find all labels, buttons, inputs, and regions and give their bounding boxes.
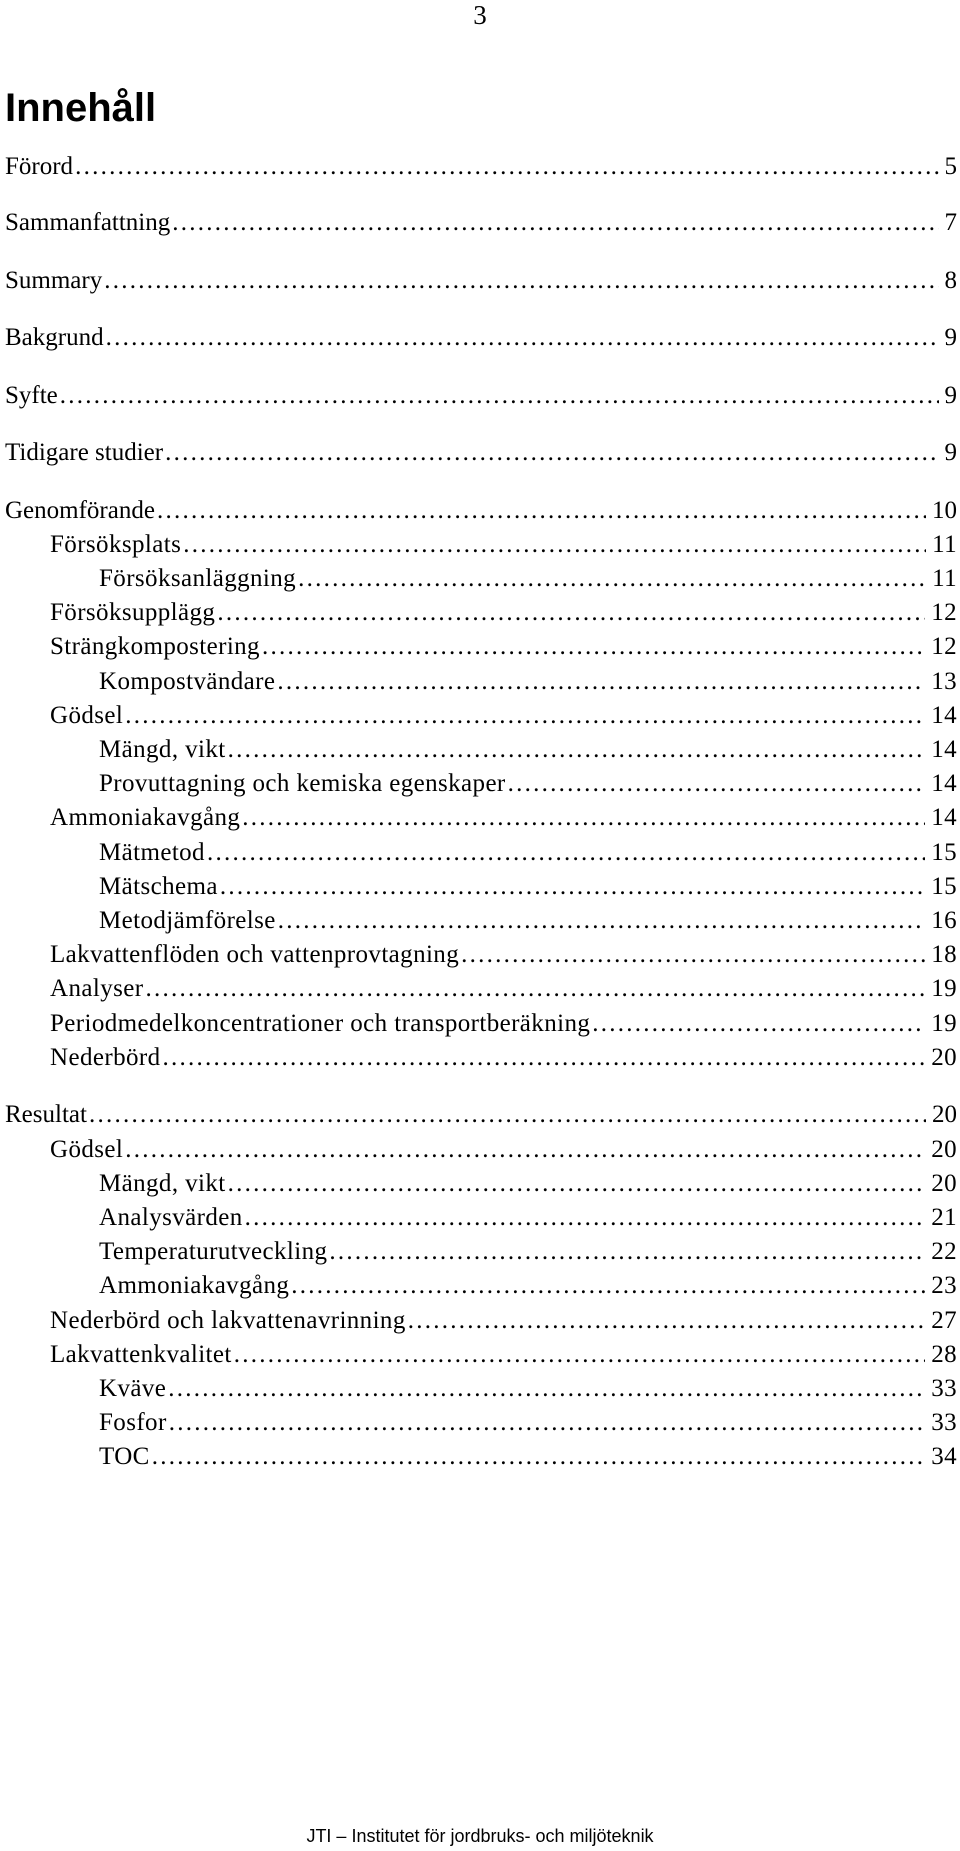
- toc-entry-page: 20: [931, 1136, 957, 1163]
- toc-entry[interactable]: [50, 803, 957, 833]
- toc-entry-title: Lakvattenkvalitet: [50, 1341, 232, 1368]
- toc-entry[interactable]: [50, 1135, 957, 1165]
- toc-entry[interactable]: [5, 323, 957, 353]
- toc-entry[interactable]: [50, 530, 957, 560]
- toc-entry-page: 14: [931, 702, 957, 729]
- toc-entry-page: 14: [931, 804, 957, 831]
- toc-entry[interactable]: [50, 1340, 957, 1370]
- toc-dot-leader: [408, 1306, 925, 1336]
- toc-entry-page: 9: [944, 382, 957, 409]
- toc-entry[interactable]: [99, 906, 957, 936]
- toc-dot-leader: [291, 1271, 925, 1301]
- toc-entry[interactable]: [5, 266, 957, 296]
- toc-entry[interactable]: [50, 598, 957, 628]
- toc-entry-page: 19: [931, 1010, 957, 1037]
- toc-entry-title: Syfte: [5, 382, 58, 409]
- toc-entry-title: Sammanfattning: [5, 209, 171, 236]
- toc-entry-title: Analysvärden: [99, 1204, 243, 1231]
- toc-dot-leader: [89, 1100, 926, 1130]
- toc-dot-leader: [217, 598, 925, 628]
- toc-entry[interactable]: [99, 872, 957, 902]
- toc-entry-page: 27: [931, 1307, 957, 1334]
- toc-entry-title: Försöksanläggning: [99, 565, 297, 592]
- toc-entry-title: Lakvattenflöden och vattenprovtagning: [50, 941, 460, 968]
- toc-dot-leader: [168, 1374, 925, 1404]
- toc-dot-leader: [242, 803, 925, 833]
- toc-dot-leader: [172, 208, 938, 238]
- toc-entry[interactable]: [99, 1442, 957, 1472]
- toc-dot-leader: [145, 974, 925, 1004]
- toc-entry-page: 9: [944, 439, 957, 466]
- page-number: 3: [473, 0, 487, 30]
- toc-entry-title: Tidigare studier: [5, 439, 164, 466]
- toc-entry-page: 14: [931, 770, 957, 797]
- toc-entry-title: Kompostvändare: [99, 668, 276, 695]
- toc-entry-page: 5: [944, 153, 957, 180]
- toc-entry-page: 28: [931, 1341, 957, 1368]
- toc-entry[interactable]: [50, 974, 957, 1004]
- toc-dot-leader: [228, 1169, 926, 1199]
- toc-entry[interactable]: [99, 735, 957, 765]
- toc-entry-page: 12: [931, 633, 957, 660]
- toc-entry-page: 21: [931, 1204, 957, 1231]
- toc-entry-title: Temperaturutveckling: [99, 1238, 328, 1265]
- toc-dot-leader: [157, 496, 926, 526]
- toc-entry-page: 15: [931, 873, 957, 900]
- toc-entry-page: 20: [931, 1170, 957, 1197]
- toc-entry-title: Metodjämförelse: [99, 907, 276, 934]
- toc-entry-page: 34: [931, 1443, 957, 1470]
- toc-dot-leader: [75, 152, 938, 182]
- toc-entry[interactable]: [99, 564, 957, 594]
- toc-entry-title: Nederbörd: [50, 1044, 161, 1071]
- toc-entry-page: 18: [931, 941, 957, 968]
- toc-dot-leader: [125, 1135, 925, 1165]
- toc-entry[interactable]: [5, 152, 957, 182]
- toc-entry[interactable]: [99, 838, 957, 868]
- toc-dot-leader: [163, 1043, 926, 1073]
- toc-entry-title: Genomförande: [5, 497, 155, 524]
- toc-entry[interactable]: [50, 701, 957, 731]
- toc-dot-leader: [183, 530, 926, 560]
- toc-entry[interactable]: [50, 632, 957, 662]
- toc-entry-title: Periodmedelkoncentrationer och transportberäkning: [50, 1010, 591, 1037]
- toc-entry-title: Gödsel: [50, 1136, 124, 1163]
- toc-dot-leader: [298, 564, 926, 594]
- toc-entry-title: Resultat: [5, 1101, 87, 1128]
- footer: JTI – Institutet för jordbruks- och miljöteknik: [306, 1826, 654, 1846]
- toc-entry-page: 10: [932, 497, 957, 524]
- toc-entry[interactable]: [99, 1203, 957, 1233]
- toc-entry[interactable]: [50, 1306, 957, 1336]
- toc-entry[interactable]: [5, 438, 957, 468]
- toc-entry-page: 16: [931, 907, 957, 934]
- toc-dot-leader: [165, 438, 938, 468]
- toc-entry-title: Bakgrund: [5, 324, 104, 351]
- toc-entry-page: 19: [931, 975, 957, 1002]
- toc-entry-page: 23: [931, 1272, 957, 1299]
- toc-entry-title: Gödsel: [50, 702, 124, 729]
- toc-entry-title: Strängkompostering: [50, 633, 260, 660]
- toc-entry-title: Förord: [5, 153, 74, 180]
- toc-entry-page: 11: [932, 565, 957, 592]
- toc-entry-title: Analyser: [50, 975, 144, 1002]
- toc-dot-leader: [262, 632, 925, 662]
- toc-entry-page: 13: [931, 668, 957, 695]
- toc-entry[interactable]: [99, 1271, 957, 1301]
- toc-entry-title: Mätmetod: [99, 839, 205, 866]
- toc-entry-page: 12: [931, 599, 957, 626]
- toc-dot-leader: [508, 769, 926, 799]
- toc-entry-title: Mängd, vikt: [99, 1170, 226, 1197]
- toc-entry[interactable]: [99, 1374, 957, 1404]
- toc-entry-page: 7: [944, 209, 957, 236]
- toc-entry-page: 20: [931, 1044, 957, 1071]
- toc-entry-title: Ammoniakavgång: [50, 804, 241, 831]
- toc-dot-leader: [125, 701, 925, 731]
- toc-entry[interactable]: [99, 1237, 957, 1267]
- toc-entry-title: Kväve: [99, 1375, 167, 1402]
- toc-dot-leader: [169, 1408, 926, 1438]
- toc-entry[interactable]: [50, 1009, 957, 1039]
- toc-entry-page: 15: [931, 839, 957, 866]
- toc-entry-title: Ammoniakavgång: [99, 1272, 290, 1299]
- toc-dot-leader: [234, 1340, 925, 1370]
- toc-entry[interactable]: [5, 496, 957, 526]
- toc-entry-title: Försöksplats: [50, 531, 182, 558]
- toc-dot-leader: [207, 838, 925, 868]
- toc-entry-page: 22: [931, 1238, 957, 1265]
- toc-dot-leader: [278, 906, 925, 936]
- toc-entry-title: Mätschema: [99, 873, 218, 900]
- toc-entry-page: 9: [944, 324, 957, 351]
- toc-entry-title: Nederbörd och lakvattenavrinning: [50, 1307, 406, 1334]
- toc-entry[interactable]: [50, 1043, 957, 1073]
- toc-dot-leader: [245, 1203, 926, 1233]
- toc-heading: Innehåll: [5, 86, 157, 130]
- toc-entry[interactable]: [99, 667, 957, 697]
- toc-entry-title: Summary: [5, 267, 103, 294]
- toc-entry[interactable]: [99, 1169, 957, 1199]
- toc-entry-title: Fosfor: [99, 1409, 167, 1436]
- toc-entry[interactable]: [99, 769, 957, 799]
- toc-entry[interactable]: [5, 381, 957, 411]
- toc-entry-page: 20: [932, 1101, 957, 1128]
- toc-dot-leader: [592, 1009, 925, 1039]
- toc-entry-page: 11: [932, 531, 957, 558]
- toc-dot-leader: [60, 381, 939, 411]
- toc-dot-leader: [104, 266, 938, 296]
- toc-dot-leader: [277, 667, 925, 697]
- toc-entry-title: TOC: [99, 1443, 150, 1470]
- toc-entry-title: Mängd, vikt: [99, 736, 226, 763]
- toc-dot-leader: [228, 735, 926, 765]
- toc-entry-title: Provuttagning och kemiska egenskaper: [99, 770, 506, 797]
- toc-entry[interactable]: [5, 208, 957, 238]
- toc-entry-page: 33: [931, 1409, 957, 1436]
- toc-dot-leader: [461, 940, 925, 970]
- toc-entry-page: 33: [931, 1375, 957, 1402]
- toc-dot-leader: [329, 1237, 925, 1267]
- toc-dot-leader: [106, 323, 939, 353]
- toc-entry[interactable]: [50, 940, 957, 970]
- toc-dot-leader: [220, 872, 925, 902]
- toc-entry[interactable]: [99, 1408, 957, 1438]
- toc-entry[interactable]: [5, 1100, 957, 1130]
- toc-dot-leader: [152, 1442, 925, 1472]
- toc-entry-page: 14: [931, 736, 957, 763]
- toc-entry-title: Försöksupplägg: [50, 599, 216, 626]
- toc-entry-page: 8: [944, 267, 957, 294]
